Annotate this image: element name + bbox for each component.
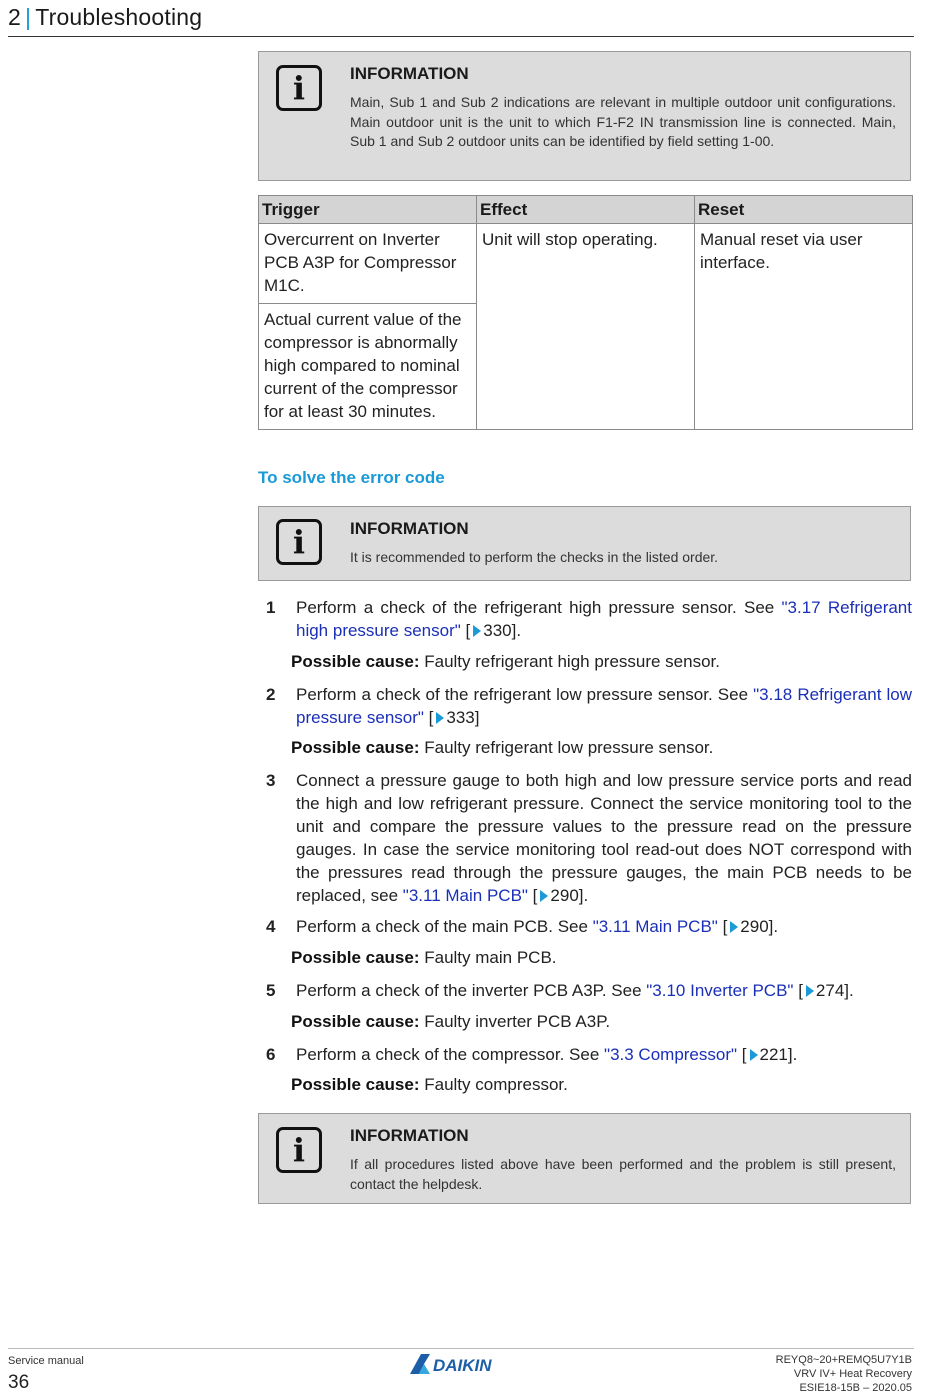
- effect-cell: Unit will stop operating.: [477, 224, 695, 430]
- edition-line: ESIE18-15B – 2020.05: [799, 1382, 912, 1394]
- page-reference[interactable]: 290: [740, 917, 769, 936]
- step-text: Perform a check of the refrigerant low pressure sensor. See "3.18 Refrigerant low pressure sensor" [ 333]: [296, 685, 913, 727]
- header-trigger: Trigger: [259, 196, 477, 224]
- info-icon: i: [276, 1127, 322, 1173]
- product-line: VRV IV+ Heat Recovery: [793, 1368, 912, 1380]
- page-arrow-icon: [750, 1049, 758, 1061]
- info-icon: i: [276, 65, 322, 111]
- step-text: Perform a check of the compressor. See "3.3 Compressor" [ 221].: [296, 1045, 798, 1064]
- step-text: Perform a check of the inverter PCB A3P. See "3.10 Inverter PCB" [ 274].: [296, 981, 854, 1000]
- page-arrow-icon: [540, 890, 548, 902]
- information-box: [258, 1113, 911, 1204]
- header-separator: |: [25, 4, 32, 30]
- step-number: 3: [266, 771, 276, 790]
- chapter-number: 2: [8, 4, 21, 30]
- cross-reference-link[interactable]: "3.11 Main PCB": [402, 886, 528, 905]
- document-type: Service manual: [8, 1355, 84, 1367]
- info-icon: i: [276, 519, 322, 565]
- information-text: Main, Sub 1 and Sub 2 indications are relevant in multiple outdoor unit configurations. Main outdoor unit is the unit to which F1-F2 IN transmission line is connected. Main, Sub 1 and Sub 2 outdoor units can be identified by field setting 1-00.: [350, 94, 896, 149]
- model-line: REYQ8~20+REMQ5U7Y1B: [775, 1354, 912, 1366]
- error-table: [258, 195, 913, 430]
- information-title: INFORMATION: [350, 64, 469, 83]
- page-arrow-icon: [806, 985, 814, 997]
- document-info: [776, 1353, 912, 1395]
- possible-cause: Possible cause: Faulty main PCB.: [291, 948, 557, 967]
- step-number: 6: [266, 1045, 276, 1064]
- information-text: It is recommended to perform the checks in the listed order.: [350, 549, 719, 565]
- reset-cell: Manual reset via user interface.: [695, 224, 913, 430]
- page-arrow-icon: [730, 921, 738, 933]
- step-number: 5: [266, 981, 276, 1000]
- cross-reference-link[interactable]: "3.18 Refrigerant low pressure sensor": [296, 685, 913, 727]
- section-title: To solve the error code: [258, 468, 445, 487]
- information-box: [258, 506, 911, 581]
- page-arrow-icon: [473, 625, 481, 637]
- possible-cause: Possible cause: Faulty refrigerant low pressure sensor.: [291, 738, 714, 757]
- daikin-logo: [408, 1352, 512, 1376]
- step-text: Perform a check of the refrigerant high pressure sensor. See "3.17 Refrigerant high pressure sensor" [ 330].: [296, 598, 912, 640]
- information-text: If all procedures listed above have been performed and the problem is still present, contact the helpdesk.: [350, 1156, 896, 1192]
- page-reference[interactable]: 274: [815, 981, 845, 1000]
- information-box: [258, 51, 911, 181]
- information-title: INFORMATION: [350, 1126, 469, 1145]
- trigger-cell: Actual current value of the compressor is abnormally high compared to nominal current of the compressor for at least 30 minutes.: [259, 304, 477, 430]
- header-effect: Effect: [477, 196, 695, 224]
- information-title: INFORMATION: [350, 519, 469, 538]
- cross-reference-link[interactable]: "3.3 Compressor": [604, 1045, 738, 1064]
- step-number: 2: [266, 685, 276, 704]
- footer-rule: [8, 1348, 914, 1349]
- step-text: Perform a check of the main PCB. See "3.11 Main PCB" [ 290].: [296, 917, 779, 936]
- step-text: Connect a pressure gauge to both high and low pressure service ports and read the high and low refrigerant pressure. Connect the service monitoring tool to the unit and compare the pressure values to the pressure read on the pressure gauges. In case the service monitoring tool read-out does NOT correspond with the pressures read through the pressure gauges, the main PCB needs to be replaced, see "3.11 Main PCB" [ 290].: [296, 771, 912, 905]
- header-rule: [8, 36, 914, 37]
- page-reference[interactable]: 221: [759, 1045, 788, 1064]
- header-reset: Reset: [695, 196, 913, 224]
- table-header-row: [259, 196, 913, 224]
- chapter-title: Troubleshooting: [35, 4, 203, 30]
- page-number: 36: [8, 1372, 30, 1393]
- cross-reference-link[interactable]: "3.10 Inverter PCB": [646, 981, 794, 1000]
- trigger-cell: Overcurrent on Inverter PCB A3P for Compressor M1C.: [259, 224, 477, 304]
- possible-cause: Possible cause: Faulty inverter PCB A3P.: [291, 1012, 611, 1031]
- logo-wordmark: DAIKIN: [433, 1356, 492, 1375]
- page-header: [8, 4, 202, 31]
- step-number: 4: [266, 917, 276, 936]
- page-arrow-icon: [436, 712, 444, 724]
- possible-cause: Possible cause: Faulty compressor.: [291, 1075, 568, 1094]
- page-reference[interactable]: 290: [550, 886, 579, 905]
- page-reference[interactable]: 333: [446, 708, 475, 727]
- page-reference[interactable]: 330: [483, 621, 512, 640]
- table-row: [259, 224, 913, 304]
- step-number: 1: [266, 598, 276, 617]
- cross-reference-link[interactable]: "3.11 Main PCB": [592, 917, 718, 936]
- possible-cause: Possible cause: Faulty refrigerant high pressure sensor.: [291, 652, 720, 671]
- cross-reference-link[interactable]: "3.17 Refrigerant high pressure sensor": [296, 598, 912, 640]
